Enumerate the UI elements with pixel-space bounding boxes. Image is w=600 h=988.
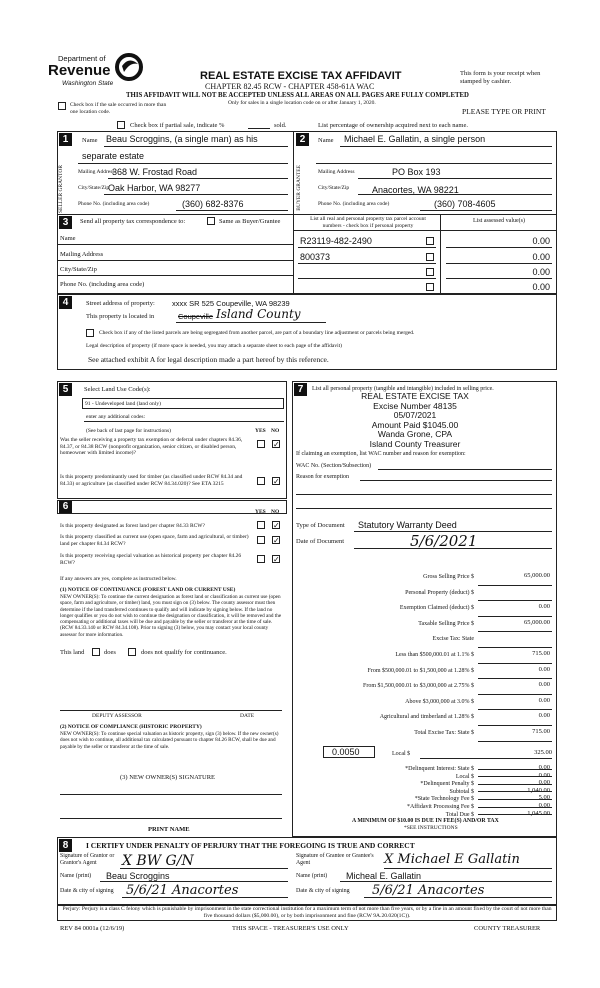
wac-no-line[interactable] (378, 469, 552, 470)
calc-row (294, 764, 554, 772)
stamp-line-2: Excise Number 48135 (373, 400, 457, 411)
local-value-underline (420, 758, 552, 759)
calc-row-label: From $500,000.01 to $1,500,000 at 1.28% $ (367, 667, 474, 674)
calc-row-label: Above $3,000,000 at 3.0% $ (405, 698, 474, 705)
calc-row-underline (478, 694, 552, 695)
county-treasurer: COUNTY TREASURER (474, 925, 541, 932)
only-for-note: Only for sales in a single location code on or after January 1, 2020. (228, 100, 376, 106)
stamp-line-1: REAL ESTATE EXCISE TAX (361, 391, 469, 401)
calc-row-value[interactable]: 1,040.00 (527, 786, 550, 794)
state-label: Washington State (62, 80, 114, 87)
section-3-badge: 3 (59, 216, 72, 229)
calc-row-underline (478, 709, 552, 710)
located-handwritten[interactable]: Island County (216, 307, 301, 321)
seller-city-underline (104, 194, 288, 195)
calc-row-underline (478, 776, 552, 777)
notice1-body: NEW OWNER(S): To continue the current designation as forest land or classification as current use (open space, farm and agriculture, or timber) land, you must sign on (3) below. The county assessor must then determine if the land transferred continues to qualify and will indicate by signing below. If the land no longer qualifies or you do not wish to continue the designation or classification, it will be removed and the compensating or additional taxes will be due and payable by the seller or transferor at the time of sale. (RCW 84.33.140 or RCW 84.34.108). Prior to signing (3) below, you may contact your local county assessor for more information. (60, 594, 282, 638)
grantee-sig-underline (384, 868, 552, 869)
grantee-signature[interactable]: X Michael E Gallatin (384, 852, 520, 867)
calc-row-label: Total Excise Tax: State $ (414, 730, 474, 736)
deputy-signature-line (60, 710, 282, 711)
calc-row (294, 712, 554, 728)
corr-name-label: Name (60, 235, 76, 242)
parcel-row1-line (298, 247, 436, 248)
deputy-assessor-label: DEPUTY ASSESSOR (92, 713, 142, 719)
additional-codes-label: enter any additional codes: (86, 414, 146, 420)
section-6-badge: 6 (59, 501, 72, 513)
calc-row-underline (478, 663, 552, 664)
calc-row (294, 794, 554, 802)
street-label: Street address of property: (86, 300, 155, 307)
wac-no-label: WAC No. (Section/Subsection) (296, 463, 372, 469)
see-instructions-note: *SEE INSTRUCTIONS (404, 825, 458, 831)
calc-row-value[interactable]: 0.00 (538, 802, 550, 809)
seller-name-underline1 (104, 146, 288, 147)
dept-of-label: Department of (58, 54, 106, 63)
sec6-yes-header: YES (255, 509, 266, 515)
calc-row-value[interactable]: 65,000.00 (524, 572, 550, 579)
parcel-4-personal-checkbox[interactable] (426, 283, 434, 291)
corr-city-line (58, 275, 293, 276)
buyer-city[interactable]: Anacortes, WA 98221 (372, 185, 459, 195)
local-value[interactable]: 325.00 (534, 749, 552, 756)
notice1-title: (1) NOTICE OF CONTINUANCE (FOREST LAND OR CURRENT USE) (60, 587, 236, 593)
seller-vertical-label: SELLER GRANTOR (58, 165, 64, 214)
sec5-q1-no[interactable]: ✓ (273, 440, 280, 449)
local-rate: 0.0050 (332, 747, 360, 757)
parcel-1[interactable]: R23119-482-2490 (300, 236, 372, 246)
date-doc-label: Date of Document (296, 538, 345, 545)
calc-row-label: Personal Property (deduct) $ (405, 589, 474, 596)
calc-row (294, 787, 554, 795)
assessed-row3-line (446, 278, 552, 279)
sec5-yes-header: YES (255, 428, 266, 434)
see-back-note: (See back of last page for instructions) (86, 428, 171, 434)
reason-line-2[interactable] (296, 494, 552, 495)
sec6-q3-no[interactable]: ✓ (273, 555, 280, 564)
revenue-wordmark: Revenue (48, 62, 111, 79)
land-does-not-checkbox[interactable] (128, 648, 136, 656)
exemption-claim-label: If claiming an exemption, list WAC number and reason for exemption: (296, 451, 466, 457)
calc-row-label: Local $ (455, 773, 474, 780)
calc-row (294, 779, 554, 787)
calc-row-underline (478, 784, 552, 785)
print-name-label: PRINT NAME (148, 826, 190, 833)
buyer-mail-underline (358, 178, 552, 179)
calc-row-underline (478, 791, 552, 792)
calc-row-label: *State Technology Fee $ (414, 796, 474, 803)
grantee-name-label: Name (print) (296, 873, 328, 879)
corr-mail-label: Mailing Address (60, 251, 104, 258)
calc-row (294, 588, 554, 604)
parcel-2[interactable]: 800373 (300, 252, 331, 262)
dor-logo (48, 30, 158, 90)
land-does-checkbox[interactable] (92, 648, 100, 656)
assessed-1[interactable]: 0.00 (532, 236, 550, 246)
sec6-q1: Is this property designated as forest land per chapter 84.33 RCW? (60, 523, 205, 529)
assessed-2[interactable]: 0.00 (532, 252, 550, 262)
reason-line-3[interactable] (296, 508, 552, 509)
calc-row-value[interactable]: 0.00 (538, 603, 550, 611)
calc-row-underline (478, 647, 552, 648)
section-4-badge: 4 (59, 296, 72, 309)
calc-row-underline (478, 678, 552, 679)
calc-row-value[interactable]: 0.00 (538, 764, 550, 771)
calc-row-label: *Delinquent Penalty $ (420, 781, 474, 788)
sec6-q3-yes[interactable] (257, 555, 265, 563)
calc-row-label: Subtotal $ (449, 788, 474, 795)
grantee-date[interactable]: 5/6/21 Anacortes (372, 883, 485, 898)
calc-row-underline (478, 741, 552, 742)
please-type: PLEASE TYPE OR PRINT (462, 107, 546, 116)
assessed-3[interactable]: 0.00 (532, 267, 550, 277)
land-does-not-label: does not qualify for continuance. (141, 649, 227, 656)
calc-row-label: *Affidavit Processing Fee $ (406, 804, 474, 810)
new-owner-signature-line[interactable] (60, 794, 282, 795)
calc-row-value[interactable]: 715.00 (532, 728, 550, 735)
buyer-city-underline (358, 194, 552, 195)
sec5-no-header: NO (271, 428, 280, 434)
seller-city-label: City/State/Zip (78, 185, 110, 191)
sec5-q1: Was the seller receiving a property tax exemption or deferral under chapters 84.36, 84.37, or 84.38 RCW (nonprofit organization, senior citizen, or disabled person, homeowner with limited income)? (60, 437, 243, 456)
calc-row-label: Gross Selling Price $ (423, 574, 474, 580)
calc-row-value[interactable]: 65,000.00 (524, 618, 550, 626)
calc-row (294, 728, 554, 744)
buyer-city-label: City/State/Zip (318, 185, 350, 191)
calc-row-value[interactable]: 1,045.00 (527, 809, 550, 817)
calc-row-value[interactable]: 0.00 (538, 771, 550, 779)
located-underline (176, 322, 326, 323)
grantor-sig-label: Signature of Grantor or Grantor's Agent (60, 853, 115, 866)
calc-row (294, 810, 554, 818)
certify-statement: I CERTIFY UNDER PENALTY OF PERJURY THAT THE FOREGOING IS TRUE AND CORRECT (86, 841, 415, 850)
sec6-if-any: If any answers are yes, complete as instructed below. (60, 576, 177, 582)
grantee-sig-label: Signature of Grantee or Grantee's Agent (296, 853, 374, 866)
notice2-title: (2) NOTICE OF COMPLIANCE (HISTORIC PROPERTY) (60, 724, 202, 730)
sec6-q1-yes[interactable] (257, 521, 265, 529)
seller-phone-underline (176, 210, 288, 211)
minimum-fee-note: A MINIMUM OF $10.00 IS DUE IN FEE(S) AND/OR TAX (352, 818, 499, 824)
legal-exhibit[interactable]: See attached exhibit A for legal description made a part hereof by this reference. (88, 355, 329, 364)
grantor-date[interactable]: 5/6/21 Anacortes (126, 883, 239, 898)
calc-row-underline (478, 585, 552, 586)
sec6-q2: Is this property classified as current use (open space, farm and agricultural, or timber) land per chapter 84.34 RCW? (60, 534, 249, 547)
calc-row (294, 697, 554, 713)
additional-codes-line (84, 421, 284, 422)
corr-city-label: City/State/Zip (60, 266, 97, 273)
calc-row (294, 772, 554, 780)
land-use-code: 91 - Undeveloped land (land only) (85, 401, 161, 407)
date-doc[interactable]: 5/6/2021 (410, 532, 478, 550)
calc-row-value[interactable]: 0.00 (538, 712, 550, 720)
calc-row (294, 802, 554, 810)
parcel-row2-line (298, 263, 436, 264)
calc-row-underline (478, 725, 552, 726)
seller-mail-label: Mailing Address (78, 169, 115, 175)
personal-property-label: List all personal property (tangible and intangible) included in selling price. (312, 386, 494, 392)
list-pct-label: List percentage of ownership acquired next to each name. (318, 122, 468, 129)
calc-row-value[interactable]: 0.00 (538, 696, 550, 704)
buyer-mail-label: Mailing Address (318, 169, 355, 175)
seller-mail[interactable]: 368 W. Frostad Road (112, 167, 198, 177)
calc-row (294, 634, 554, 650)
buyer-vertical-label: BUYER GRANTEE (296, 165, 302, 211)
section-3-divider (293, 214, 294, 294)
new-owner-signature-label: (3) NEW OWNER(S) SIGNATURE (120, 774, 216, 781)
calc-row-underline (478, 814, 552, 815)
calc-row-label: *Delinquent Interest: State $ (405, 766, 474, 772)
sec5-q1-yes[interactable] (257, 440, 265, 448)
section-1-badge: 1 (59, 133, 72, 146)
calc-row-value[interactable]: 715.00 (532, 650, 550, 657)
print-name-line[interactable] (60, 818, 282, 819)
seller-name-underline2 (78, 163, 288, 164)
grantor-signature[interactable]: X BW G/N (122, 853, 194, 869)
seller-name-label: Name (82, 137, 98, 144)
seller-mail-underline (108, 178, 288, 179)
calc-row (294, 619, 554, 635)
notice2-body: NEW OWNER(S): To continue special valuation as historic property, sign (3) below. If the new owner(s) does not wish to continue, all additional tax calculated pursuant to chapter 84.26 RCW, shall be due and payable by the seller or transferor at the time of sale. (60, 731, 279, 750)
sec5-q2-no[interactable]: ✓ (273, 477, 280, 486)
calc-row-value[interactable]: 5.00 (538, 794, 550, 802)
calc-row-label: Excise Tax: State (432, 636, 474, 643)
grantor-name[interactable]: Beau Scroggins (106, 871, 170, 881)
calc-row-label: Agricultural and timberland at 1.28% $ (379, 714, 474, 721)
grantee-name-underline (340, 881, 552, 882)
calc-row-underline (478, 616, 552, 617)
buyer-phone-underline (420, 210, 552, 211)
local-label: Local $ (392, 751, 411, 757)
calc-row-label: Exemption Claimed (deduct) $ (399, 605, 474, 612)
same-as-buyer-label: Same as Buyer/Grantee (219, 218, 281, 225)
multi-location-label: Check box if the sale occurred in more than one location code. (70, 102, 167, 115)
seller-phone[interactable]: (360) 682-8376 (182, 199, 244, 209)
section-7-badge: 7 (294, 383, 307, 396)
deputy-date-label: DATE (240, 713, 255, 719)
calc-row-value[interactable]: 0.00 (538, 779, 550, 787)
sold-label: sold. (274, 122, 287, 129)
assessed-header: List assessed value(s) (473, 218, 525, 224)
section-6-header (57, 500, 287, 514)
same-as-buyer-checkbox[interactable] (207, 217, 215, 225)
segregated-checkbox[interactable] (86, 329, 94, 337)
located-struck: Coupeville (178, 312, 214, 321)
parcel-2-personal-checkbox[interactable] (426, 253, 434, 261)
partial-sale-label: Check box if partial sale, indicate % (130, 122, 225, 129)
stamp-line-3: 05/07/2021 (393, 410, 437, 420)
corr-phone-label: Phone No. (including area code) (60, 281, 145, 288)
date-doc-underline (354, 548, 552, 549)
calc-row-underline (478, 807, 552, 808)
calc-row-underline (478, 769, 552, 770)
dor-swoosh-icon (114, 52, 144, 82)
calc-row-label: From $1,500,000.01 to $3,000,000 at 2.75% $ (363, 683, 474, 690)
type-doc-label: Type of Document (296, 522, 345, 529)
section-3-divider-assessed (440, 214, 441, 294)
form-title: REAL ESTATE EXCISE TAX AFFIDAVIT (200, 70, 402, 82)
calc-row (294, 650, 554, 666)
calc-row (294, 603, 554, 619)
sec6-q2-yes[interactable] (257, 536, 265, 544)
legal-desc-label: Legal description of property (if more space is needed, you may attach a separate sheet to each page of the affidavit) (86, 343, 342, 349)
partial-sale-pct-line[interactable] (248, 128, 270, 129)
stamp-line-6: Island County Treasurer (369, 438, 461, 449)
reason-line-1[interactable] (360, 480, 552, 481)
calc-row-label: Taxable Selling Price $ (418, 620, 474, 627)
section-2-badge: 2 (296, 133, 309, 146)
buyer-name-label: Name (318, 137, 334, 144)
sec6-q1-no[interactable]: ✓ (273, 521, 280, 530)
seller-name-line1[interactable]: Beau Scroggins, (a single man) as his (106, 134, 258, 144)
calc-row (294, 666, 554, 682)
form-number: REV 84 0001a (12/6/19) (60, 925, 125, 932)
buyer-name[interactable]: Michael E. Gallatin, a single person (344, 134, 486, 144)
seller-city[interactable]: Oak Harbor, WA 98277 (108, 183, 201, 193)
grantee-date-underline (364, 897, 552, 898)
stamp-line-5: Wanda Grone, CPA (377, 429, 453, 439)
calc-row (294, 681, 554, 697)
section-5-badge: 5 (59, 383, 72, 396)
buyer-name-underline2 (316, 163, 552, 164)
send-corr-label: Send all property tax correspondence to: (80, 218, 186, 225)
street-address[interactable]: xxxx SR 525 Coupeville, WA 98239 (172, 299, 290, 308)
buyer-phone[interactable]: (360) 708-4605 (434, 199, 496, 209)
corr-name-line (58, 244, 293, 245)
sec6-no-header: NO (271, 509, 280, 515)
seller-name-line2[interactable]: separate estate (82, 151, 145, 161)
parcel-header: List all real and personal property tax parcel account numbers - check box if personal property (310, 216, 426, 229)
section-3-header-line (293, 230, 557, 231)
parcel-1-personal-checkbox[interactable] (426, 237, 434, 245)
parcel-3-personal-checkbox[interactable] (426, 268, 434, 276)
grantee-date-label: Date & city of signing (296, 888, 350, 894)
section-8-badge: 8 (59, 839, 72, 852)
calc-row-underline (478, 631, 552, 632)
calc-row-label: Less than $500,000.01 at 1.1% $ (395, 652, 474, 658)
corr-mail-line (58, 260, 293, 261)
multi-location-checkbox[interactable] (58, 102, 66, 110)
grantee-name[interactable]: Micheal E. Gallatin (346, 871, 422, 881)
seller-phone-label: Phone No. (including area code) (78, 201, 150, 207)
located-label: This property is located in (86, 313, 155, 320)
calc-row-value[interactable]: 0.00 (538, 681, 550, 689)
receipt-note: This form is your receipt when stamped by cashier. (460, 70, 541, 85)
calc-row (294, 572, 554, 588)
this-land-label: This land (60, 649, 85, 656)
grantor-date-label: Date & city of signing (60, 888, 114, 894)
treasurer-stamp (330, 392, 500, 449)
buyer-phone-label: Phone No. (including area code) (318, 201, 390, 207)
calc-row-underline (478, 799, 552, 800)
assessed-row2-line (446, 263, 552, 264)
perjury-statement: Perjury: Perjury is a class C felony which is punishable by imprisonment in the state correctional institution for a maximum term of not more than five years, or by a fine in an amount fixed by the court of not more than five thousand dollars ($5,000.00), or by both imprisonment and fine (RCW 9A.20.020(1C)). (62, 906, 552, 919)
form-chapter: CHAPTER 82.45 RCW - CHAPTER 458-61A WAC (205, 82, 375, 91)
calc-row-label: Total Due $ (445, 811, 474, 818)
parcel-row3-line (298, 278, 436, 279)
assessed-4[interactable]: 0.00 (532, 282, 550, 292)
sec5-q2-yes[interactable] (257, 477, 265, 485)
buyer-mail[interactable]: PO Box 193 (392, 167, 441, 177)
grantor-sig-underline (120, 868, 288, 869)
form-warning: THIS AFFIDAVIT WILL NOT BE ACCEPTED UNLESS ALL AREAS ON ALL PAGES ARE FULLY COMPLETED (126, 92, 469, 99)
sec6-q2-no[interactable]: ✓ (273, 536, 280, 545)
treasurer-use-only: THIS SPACE - TREASURER'S USE ONLY (232, 925, 349, 932)
segregated-label: Check box if any of the listed parcels are being segregated from another parcel, are part of a boundary line adjustment or parcels being merged. (99, 330, 415, 336)
sec6-q3: Is this property receiving special valuation as historical property per chapter 84.26 RCW? (60, 553, 242, 566)
buyer-name-underline1 (340, 146, 552, 147)
grantor-name-label: Name (print) (60, 873, 92, 879)
grantor-name-underline (100, 881, 288, 882)
calc-row-value[interactable]: 0.00 (538, 665, 550, 673)
type-doc[interactable]: Statutory Warranty Deed (358, 520, 457, 530)
exemption-reason-label: Reason for exemption (296, 474, 349, 480)
stamp-line-4: Amount Paid $1045.00 (371, 419, 459, 430)
partial-sale-checkbox[interactable] (117, 121, 125, 129)
land-does-label: does (104, 649, 116, 656)
land-use-label: Select Land Use Code(s): (84, 386, 151, 393)
sec5-q2: Is this property predominantly used for timber (as classified under RCW 84.34 and 84.33) or agriculture (as classified under RCW 84.34.020)? See ETA 3215 (60, 474, 243, 487)
calc-row-underline (478, 600, 552, 601)
grantor-date-underline (122, 897, 288, 898)
section-1-2-divider (293, 131, 294, 215)
assessed-row1-line (446, 247, 552, 248)
